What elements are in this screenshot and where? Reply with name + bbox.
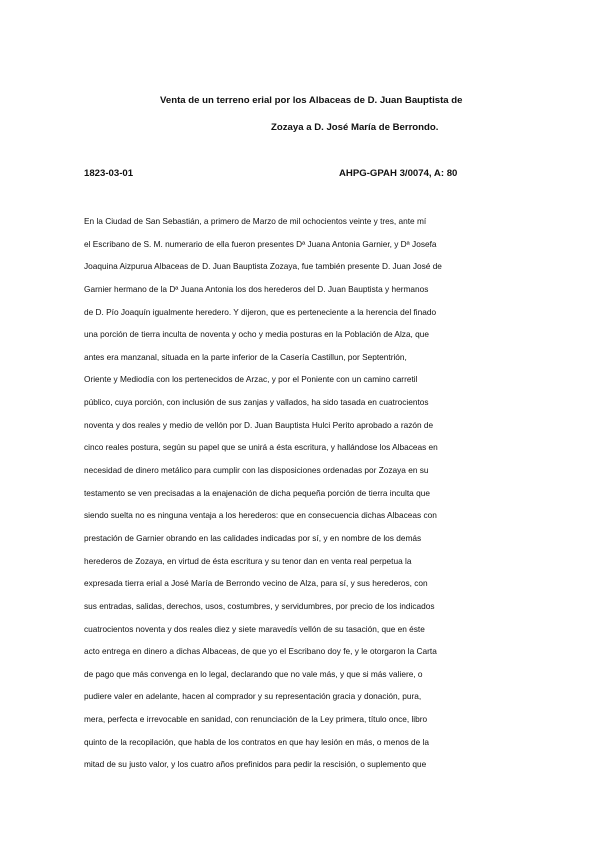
body-line: público, cuya porción, con inclusión de sus zanjas y vallados, ha sido tasada en cuatrocientos bbox=[84, 397, 429, 408]
document-body bbox=[84, 214, 524, 780]
body-line: pudiere valer en adelante, hacen al comprador y su representación gracia y donación, pura, bbox=[84, 691, 422, 702]
document-title-line2: Zozaya a D. José María de Berrondo. bbox=[271, 122, 439, 133]
body-line: noventa y dos reales y medio de vellón por D. Juan Bauptista Hulci Perito aprobado a razón de bbox=[84, 419, 434, 430]
body-line: siendo suelta no es ninguna ventaja a los herederos: que en consecuencia dichas Albaceas con bbox=[84, 510, 437, 521]
body-line: de pago que más convenga en lo legal, declarando que no vale más, y que si más valiere, o bbox=[84, 668, 423, 679]
archive-reference: AHPG-GPAH 3/0074, A: 80 bbox=[339, 168, 458, 179]
body-line: cinco reales postura, según su papel que se unirá a ésta escritura, y hallándose los Albaceas en bbox=[84, 442, 438, 453]
body-line: el Escribano de S. M. numerario de ella fueron presentes Dª Juana Antonia Garnier, y Dª Josefa bbox=[84, 238, 437, 249]
body-line: sus entradas, salidas, derechos, usos, costumbres, y servidumbres, por precio de los indicados bbox=[84, 600, 435, 611]
body-line: herederos de Zozaya, en virtud de ésta escritura y su tenor dan en venta real perpetua la bbox=[84, 555, 412, 566]
body-line: acto entrega en dinero a dichas Albaceas, de que yo el Escribano doy fe, y le otorgaron la Carta bbox=[84, 646, 437, 657]
body-line: mitad de su justo valor, y los cuatro años prefinidos para pedir la rescisión, o suplemento que bbox=[84, 759, 427, 770]
body-line: expresada tierra erial a José María de Berrondo vecino de Alza, para sí, y sus herederos, con bbox=[84, 578, 428, 589]
body-line: testamento se ven precisadas a la enajenación de dicha pequeña porción de tierra inculta que bbox=[84, 487, 430, 498]
body-line: cuatrocientos noventa y dos reales diez y siete maravedís vellón de su tasación, que en éste bbox=[84, 623, 425, 634]
document-date: 1823-03-01 bbox=[84, 168, 134, 179]
body-line: una porción de tierra inculta de noventa y ocho y media posturas en la Población de Alza, que bbox=[84, 329, 430, 340]
body-line: de D. Pío Joaquín igualmente heredero. Y dijeron, que es perteneciente a la herencia del finado bbox=[84, 306, 437, 317]
body-line: Joaquina Aizpurua Albaceas de D. Juan Bauptista Zozaya, fue también presente D. Juan José de bbox=[84, 261, 442, 272]
body-line: quinto de la recopilación, que habla de los contratos en que hay lesión en más, o menos de la bbox=[84, 736, 430, 747]
body-line: prestación de Garnier obrando en las calidades indicadas por sí, y en nombre de los demás bbox=[84, 532, 422, 543]
body-line: En la Ciudad de San Sebastián, a primero de Marzo de mil ochocientos veinte y tres, ante mí bbox=[84, 216, 427, 226]
document-title-line1: Venta de un terreno erial por los Albaceas de D. Juan Bauptista de bbox=[160, 95, 463, 106]
body-line: antes era manzanal, situada en la parte inferior de la Casería Castillun, por Septentrión, bbox=[84, 351, 407, 362]
body-line: Garnier hermano de la Dª Juana Antonia los dos herederos del D. Juan Bauptista y hermanos bbox=[84, 283, 429, 294]
body-line: necesidad de dinero metálico para cumplir con las disposiciones ordenadas por Zozaya en su bbox=[84, 465, 429, 476]
body-line: Oriente y Mediodía con los pertenecidos de Arzac, y por el Poniente con un camino carretil bbox=[84, 374, 418, 385]
body-line: mera, perfecta e irrevocable en sanidad, con renunciación de la Ley primera, título once, libro bbox=[84, 714, 428, 725]
